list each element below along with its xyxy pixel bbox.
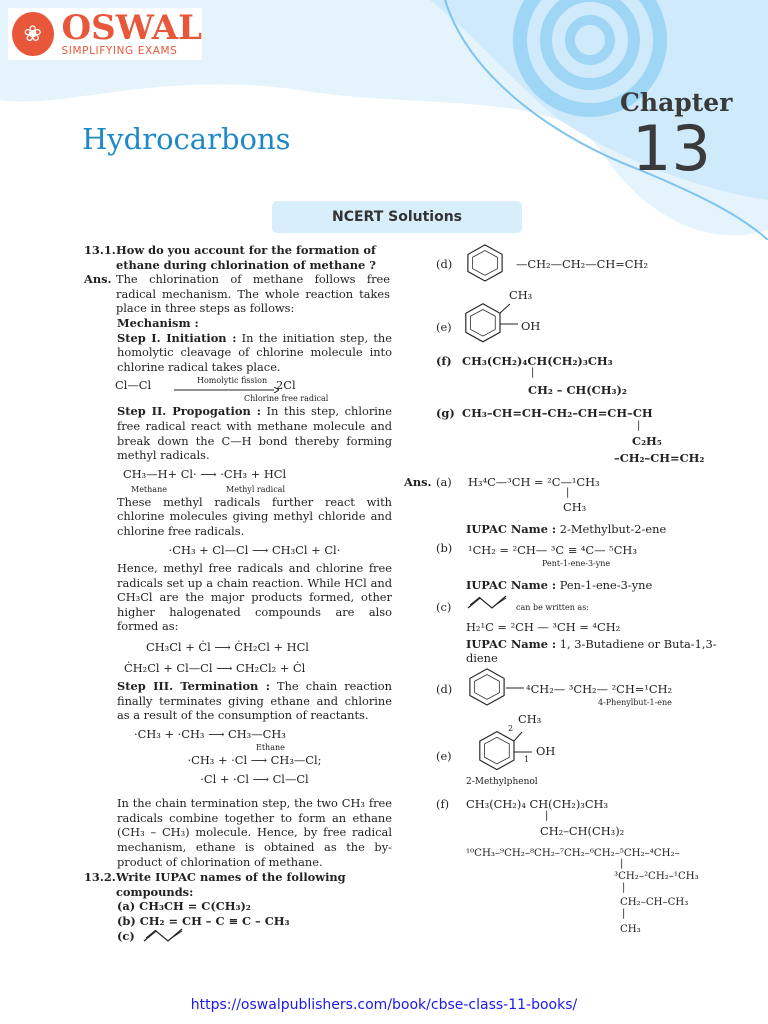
ans-c-name: 1, 3-Butadiene or Buta-1,3-diene [466,637,717,665]
mechanism-heading: Mechanism : [117,315,199,330]
question-text: How do you account for the formation of ethane during chlorination of methane ? [116,243,376,272]
answer-label: Ans. [84,272,112,287]
q2-g-label: (g) [436,406,455,420]
answer-intro: The chlorination of methane follows free radical mechanism. The whole reaction takes place in three steps as follows: [116,272,390,316]
ans-a-bond: | [566,487,570,498]
ans-f-bond3: | [622,882,626,893]
ans-d-label: (d) [436,682,453,696]
q2-f-label: (f) [436,354,452,368]
butadiene-skeleton-icon [466,594,512,612]
ans-f-line6: CH₃ [620,924,641,935]
step3-text: The chain reaction finally terminates giving ethane and chlorine as a result of the consumption of reactants. [117,679,392,723]
ans-f-bond4: | [622,908,626,919]
q2-e-label: (e) [436,320,452,334]
ans-e-label: (e) [436,749,452,763]
brand-name: OSWAL [61,8,202,48]
q2-f-line1: CH₃(CH₂)₄CH(CH₂)₃CH₃ [462,354,613,368]
ans-d-note: 4-Phenylbut-1-ene [598,698,672,707]
step1-text: In the initiation step, the homolytic cleavage of chlorine molecule into chlorine radical takes place. [117,330,392,374]
ans-c-line: H₂¹C = ²CH — ³CH = ⁴CH₂ [466,620,621,634]
eq6-note: Ethane [256,743,285,753]
footer-link[interactable]: https://oswalpublishers.com/book/cbse-class-11-books/ [190,997,578,1013]
ans-f-line5: CH₂–CH–CH₃ [620,897,689,908]
ans-a-name-label: IUPAC Name : [466,522,557,536]
eq4: CH₃Cl + Ċl ⟶ ĊH₂Cl + HCl [146,640,309,655]
question2-text: Write IUPAC names of the following compounds: [116,870,346,899]
para-termination: In the chain termination step, the two CH₃ free radicals combine together to form an ethane (CH₃ – CH₃) molecule. Hence, by free radical mechanism, ethane is obtained as the by- product of chlorination of methane. [117,796,392,869]
q2-g-line3: –CH₂–CH=CH₂ [614,451,705,465]
q2-b-label: (b) [117,913,136,928]
equation-initiation [84,374,392,404]
eq8: ·Cl + ·Cl ⟶ Cl—Cl [200,771,309,786]
ans-f-line2: CH₂–CH(CH₃)₂ [540,824,625,838]
eq2: CH₃—H+ Cl· ⟶ ·CH₃ + HCl [123,466,287,481]
eq7: ·CH₃ + ·Cl ⟶ CH₃—Cl; [187,753,322,768]
methylphenol-ring-icon [476,724,536,774]
logo-emblem-icon: ❀ [12,12,54,56]
ans-e-hydroxyl: OH [536,744,556,758]
brand-tagline: SIMPLIFYING EXAMS [61,45,178,57]
equation-propagation [84,463,392,495]
ans-f-line1: CH₃(CH₂)₄ CH(CH₂)₃CH₃ [466,797,609,811]
ans-f-bond1: | [545,810,549,821]
q2-d-label: (d) [436,257,453,271]
page-title: Hydrocarbons [82,122,291,156]
q2-f-bond: | [531,367,535,378]
q2-a-formula: CH₃CH = C(CH₃)₂ [139,899,251,914]
ans-f-line4: ³CH₂–²CH₂–¹CH₃ [614,871,699,882]
q2-g-bond: | [637,420,641,431]
q2-e-methyl: CH₃ [509,288,533,302]
q2-g-line2: C₂H₅ [632,434,662,448]
answers-label: Ans. [404,475,432,489]
step2-text: In this step, chlorine free radical react with methane molecule and break down the C—H bond thereby forming methyl radicals. [117,404,393,463]
q2-g-line1: CH₃–CH=CH–CH₂–CH=CH–CH [462,406,653,420]
cresol-ring-icon [462,300,522,344]
eq2-note-radical: Methyl radical [226,484,285,494]
question-number: 13.1. [84,243,116,257]
q2-f-line2: CH₂ – CH(CH₃)₂ [528,383,627,397]
ans-f-label: (f) [436,797,450,811]
ans-b-name-label: IUPAC Name : [466,578,557,592]
ans-f-line3: ¹⁰CH₃–⁹CH₂–⁸CH₂–⁷CH₂–⁶CH₂–⁵CH₂–⁴CH₂– [466,848,680,859]
ans-e-position1: 1 [524,755,530,764]
phenyl-ring-icon [466,668,526,708]
question2-number: 13.2. [84,870,116,885]
step2-heading: Step II. Propogation : [117,404,261,419]
eq1-right: 2Cl [276,378,296,393]
ans-a-line2: CH₃ [563,500,587,514]
q2-e-hydroxyl: OH [521,319,541,333]
eq5: ĊH₂Cl + Cl—Cl ⟶ CH₂Cl₂ + Ċl [124,660,306,675]
ans-e-position2: 2 [508,724,514,733]
ans-d-line: ⁴CH₂— ³CH₂— ²CH=¹CH₂ [526,682,673,696]
q2-b-formula: CH₂ = CH – C ≡ C – CH₃ [139,913,290,928]
section-badge: NCERT Solutions [272,201,522,233]
eq1-arrow-label: Homolytic fission [197,376,268,386]
ans-c-name-label: IUPAC Name : [466,637,557,651]
chapter-label: Chapter [620,88,733,117]
q2-c-label: (c) [117,928,135,943]
ans-e-note: 2-Methylphenol [466,777,538,787]
ans-a-label: (a) [436,475,452,489]
q2-d-formula: —CH₂—CH₂—CH=CH₂ [516,257,649,271]
eq2-note-methane: Methane [131,484,167,494]
equation-termination-1 [84,723,392,753]
ans-b-label: (b) [436,541,453,555]
ans-a-line1: H₃⁴C—³CH = ²C—¹CH₃ [468,475,600,489]
eq1-left: Cl—Cl [115,378,152,393]
butadiene-structure-icon [142,927,188,945]
ans-e-methyl: CH₃ [518,712,542,726]
brand-logo [8,8,202,60]
ans-a-name: 2-Methylbut-2-ene [559,522,667,536]
ans-b-name: Pen-1-ene-3-yne [559,578,653,592]
q2-a-label: (a) [117,899,136,914]
step1-heading: Step I. Initiation : [117,330,237,345]
chapter-number: 13 [632,112,711,185]
step3-heading: Step III. Termination : [117,679,270,694]
ans-b-note: Pent-1-ene-3-yne [542,559,611,568]
benzene-ring-icon [462,244,522,284]
ans-c-note: can be written as: [516,603,590,612]
left-column [84,243,392,945]
ans-c-label: (c) [436,600,452,614]
para-chain-reaction: Hence, methyl free radicals and chlorine free radicals set up a chain reaction. While HCl and CH₃Cl are the major products formed, other higher halogenated compounds are also formed as: [117,561,392,634]
eq1-note: Chlorine free radical [244,394,329,404]
ans-f-bond2: | [620,858,624,869]
eq3: ·CH₃ + Cl—Cl ⟶ CH₃Cl + Cl· [168,542,341,557]
ans-b-line: ¹CH₂ = ²CH— ³C ≡ ⁴C— ⁵CH₃ [468,543,637,557]
para-methyl-radicals: These methyl radicals further react with chlorine molecules giving methyl chloride and chlorine free radicals. [117,494,392,538]
eq6: ·CH₃ + ·CH₃ ⟶ CH₃—CH₃ [134,727,286,742]
